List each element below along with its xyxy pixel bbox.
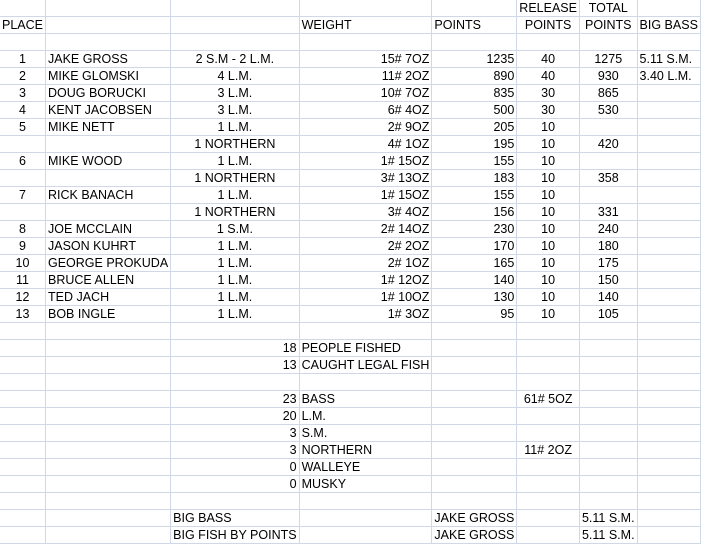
sheet-cell[interactable]: 890 [432,68,517,85]
sheet-cell[interactable]: 0 [171,476,299,493]
sheet-cell[interactable]: BOB INGLE [46,306,171,323]
sheet-cell[interactable]: 8 [0,221,46,238]
sheet-cell[interactable] [46,357,171,374]
sheet-cell[interactable] [637,0,700,17]
sheet-cell[interactable] [637,357,700,374]
sheet-cell[interactable] [579,187,637,204]
sheet-cell[interactable]: 130 [432,289,517,306]
sheet-cell[interactable] [0,510,46,527]
sheet-cell[interactable] [517,357,580,374]
sheet-row [0,425,700,442]
sheet-cell[interactable]: DOUG BORUCKI [46,85,171,102]
sheet-cell[interactable]: 3 L.M. [171,85,299,102]
sheet-cell[interactable] [637,306,700,323]
sheet-row [0,170,700,187]
sheet-cell[interactable] [299,374,432,391]
sheet-cell[interactable]: NORTHERN [299,442,432,459]
sheet-row [0,85,700,102]
sheet-cell[interactable]: 4# 1OZ [299,136,432,153]
sheet-cell[interactable]: POINTS [579,17,637,34]
sheet-cell[interactable] [637,442,700,459]
sheet-cell[interactable]: 6# 4OZ [299,102,432,119]
sheet-cell[interactable]: BIG BASS [171,510,299,527]
sheet-cell[interactable]: 30 [517,85,580,102]
sheet-cell[interactable] [637,187,700,204]
sheet-cell[interactable]: 1 L.M. [171,289,299,306]
sheet-cell[interactable]: 1 NORTHERN [171,136,299,153]
sheet-cell[interactable]: 7 [0,187,46,204]
sheet-cell[interactable]: 13 [0,306,46,323]
sheet-cell[interactable]: 1235 [432,51,517,68]
sheet-cell[interactable]: BIG FISH BY POINTS [171,527,299,544]
sheet-cell[interactable] [171,493,299,510]
sheet-cell[interactable]: TOTAL [579,0,637,17]
sheet-cell[interactable] [0,459,46,476]
sheet-cell[interactable]: 10 [517,187,580,204]
sheet-cell[interactable] [46,340,171,357]
sheet-row [0,289,700,306]
sheet-row [0,306,700,323]
sheet-cell[interactable] [46,136,171,153]
sheet-cell[interactable] [46,374,171,391]
sheet-row [0,476,700,493]
sheet-cell[interactable]: 1 L.M. [171,119,299,136]
sheet-cell[interactable]: BRUCE ALLEN [46,272,171,289]
sheet-cell[interactable] [637,459,700,476]
sheet-cell[interactable] [299,323,432,340]
sheet-cell[interactable]: 2 [0,68,46,85]
sheet-cell[interactable] [432,357,517,374]
sheet-cell[interactable] [637,85,700,102]
sheet-cell[interactable] [46,510,171,527]
sheet-cell[interactable] [46,425,171,442]
sheet-cell[interactable] [579,493,637,510]
sheet-cell[interactable] [637,136,700,153]
sheet-cell[interactable]: MUSKY [299,476,432,493]
sheet-cell[interactable]: 1 L.M. [171,238,299,255]
sheet-row [0,374,700,391]
sheet-cell[interactable]: 10 [517,153,580,170]
sheet-row [0,493,700,510]
sheet-cell[interactable] [637,119,700,136]
sheet-row [0,238,700,255]
sheet-cell[interactable]: RICK BANACH [46,187,171,204]
sheet-cell[interactable]: 10 [517,204,580,221]
sheet-cell[interactable] [637,289,700,306]
sheet-cell[interactable]: 500 [432,102,517,119]
sheet-cell[interactable] [579,476,637,493]
sheet-cell[interactable] [46,408,171,425]
sheet-cell[interactable] [637,238,700,255]
sheet-cell[interactable] [637,255,700,272]
sheet-cell[interactable]: 13 [171,357,299,374]
sheet-cell[interactable]: 18 [171,340,299,357]
sheet-cell[interactable] [517,493,580,510]
sheet-cell[interactable]: 170 [432,238,517,255]
sheet-cell[interactable] [432,408,517,425]
sheet-cell[interactable] [299,527,432,544]
sheet-cell[interactable]: POINTS [517,17,580,34]
sheet-cell[interactable] [432,442,517,459]
sheet-cell[interactable]: 10 [517,272,580,289]
sheet-cell[interactable] [579,119,637,136]
sheet-row [0,255,700,272]
sheet-row [0,442,700,459]
sheet-cell[interactable] [0,442,46,459]
sheet-cell[interactable]: 230 [432,221,517,238]
sheet-cell[interactable] [432,493,517,510]
sheet-cell[interactable] [46,391,171,408]
sheet-cell[interactable] [517,425,580,442]
sheet-cell[interactable] [46,170,171,187]
sheet-cell[interactable]: POINTS [432,17,517,34]
sheet-cell[interactable]: S.M. [299,425,432,442]
sheet-cell[interactable]: 150 [579,272,637,289]
sheet-cell[interactable]: 140 [432,272,517,289]
sheet-row [0,527,700,544]
sheet-cell[interactable] [432,425,517,442]
sheet-cell[interactable] [637,323,700,340]
sheet-cell[interactable] [0,374,46,391]
sheet-cell[interactable]: 23 [171,391,299,408]
sheet-cell[interactable]: MIKE NETT [46,119,171,136]
sheet-cell[interactable]: 156 [432,204,517,221]
sheet-cell[interactable]: 1 L.M. [171,187,299,204]
sheet-cell[interactable]: 3# 4OZ [299,204,432,221]
sheet-cell[interactable] [579,357,637,374]
sheet-cell[interactable]: 240 [579,221,637,238]
sheet-cell[interactable]: 10 [517,221,580,238]
sheet-cell[interactable]: 2# 14OZ [299,221,432,238]
sheet-cell[interactable] [46,476,171,493]
sheet-cell[interactable]: CAUGHT LEGAL FISH [299,357,432,374]
sheet-cell[interactable] [637,204,700,221]
sheet-cell[interactable]: 1# 15OZ [299,187,432,204]
sheet-cell[interactable]: 10 [517,255,580,272]
sheet-cell[interactable]: L.M. [299,408,432,425]
sheet-cell[interactable] [46,323,171,340]
sheet-row [0,221,700,238]
sheet-cell[interactable]: 165 [432,255,517,272]
sheet-cell[interactable]: 10 [517,306,580,323]
sheet-cell[interactable]: 1 L.M. [171,153,299,170]
sheet-cell[interactable] [171,34,299,51]
sheet-cell[interactable]: 1 NORTHERN [171,204,299,221]
sheet-cell[interactable]: 10# 7OZ [299,85,432,102]
sheet-cell[interactable]: 20 [171,408,299,425]
sheet-cell[interactable]: 10 [0,255,46,272]
sheet-cell[interactable]: 61# 5OZ [517,391,580,408]
sheet-cell[interactable]: 11 [0,272,46,289]
sheet-cell[interactable] [0,340,46,357]
sheet-cell[interactable]: 11# 2OZ [299,68,432,85]
sheet-cell[interactable]: 1 L.M. [171,255,299,272]
sheet-cell[interactable]: 1 S.M. [171,221,299,238]
sheet-cell[interactable] [517,459,580,476]
sheet-cell[interactable]: 835 [432,85,517,102]
sheet-cell[interactable]: 1 L.M. [171,272,299,289]
sheet-cell[interactable] [0,527,46,544]
sheet-cell[interactable] [579,459,637,476]
sheet-cell[interactable]: 30 [517,102,580,119]
sheet-cell[interactable] [171,323,299,340]
sheet-cell[interactable] [517,323,580,340]
sheet-cell[interactable]: BASS [299,391,432,408]
sheet-cell[interactable] [637,527,700,544]
sheet-cell[interactable] [432,391,517,408]
sheet-cell[interactable] [0,0,46,17]
sheet-cell[interactable]: 5.11 S.M. [579,510,637,527]
sheet-cell[interactable]: 6 [0,153,46,170]
sheet-cell[interactable] [46,459,171,476]
sheet-cell[interactable]: 3 [171,425,299,442]
sheet-cell[interactable]: GEORGE PROKUDA [46,255,171,272]
sheet-cell[interactable]: 180 [579,238,637,255]
sheet-cell[interactable]: 10 [517,170,580,187]
sheet-cell[interactable]: 530 [579,102,637,119]
sheet-cell[interactable]: 175 [579,255,637,272]
sheet-cell[interactable]: 105 [579,306,637,323]
sheet-cell[interactable] [637,510,700,527]
sheet-cell[interactable]: 3 [171,442,299,459]
sheet-row [0,510,700,527]
sheet-cell[interactable] [299,34,432,51]
sheet-cell[interactable]: 205 [432,119,517,136]
sheet-cell[interactable]: 140 [579,289,637,306]
sheet-cell[interactable]: 183 [432,170,517,187]
sheet-cell[interactable]: 331 [579,204,637,221]
sheet-cell[interactable] [46,527,171,544]
sheet-row [0,187,700,204]
sheet-cell[interactable]: 2# 2OZ [299,238,432,255]
sheet-cell[interactable]: 358 [579,170,637,187]
sheet-cell[interactable] [432,340,517,357]
sheet-cell[interactable]: 930 [579,68,637,85]
sheet-cell[interactable]: 10 [517,119,580,136]
sheet-row [0,391,700,408]
sheet-cell[interactable]: 1 L.M. [171,306,299,323]
sheet-cell[interactable] [517,34,580,51]
sheet-cell[interactable] [517,374,580,391]
sheet-cell[interactable] [579,374,637,391]
sheet-cell[interactable]: 11# 2OZ [517,442,580,459]
sheet-cell[interactable] [517,476,580,493]
sheet-row [0,459,700,476]
sheet-cell[interactable]: 3# 13OZ [299,170,432,187]
sheet-row [0,408,700,425]
sheet-cell[interactable]: 195 [432,136,517,153]
sheet-cell[interactable] [0,476,46,493]
sheet-cell[interactable] [299,493,432,510]
sheet-cell[interactable]: PEOPLE FISHED [299,340,432,357]
sheet-cell[interactable]: 5.11 S.M. [579,527,637,544]
sheet-row [0,153,700,170]
sheet-cell[interactable]: MIKE WOOD [46,153,171,170]
sheet-cell[interactable]: 40 [517,51,580,68]
sheet-cell[interactable] [171,0,299,17]
sheet-cell[interactable] [46,493,171,510]
sheet-cell[interactable]: WEIGHT [299,17,432,34]
sheet-cell[interactable]: 10 [517,289,580,306]
sheet-cell[interactable]: 2# 1OZ [299,255,432,272]
sheet-row [0,34,700,51]
sheet-cell[interactable] [299,510,432,527]
sheet-cell[interactable] [432,374,517,391]
sheet-row [0,272,700,289]
sheet-cell[interactable] [637,340,700,357]
sheet-cell[interactable]: 4 [0,102,46,119]
sheet-cell[interactable] [517,340,580,357]
sheet-cell[interactable]: JOE MCCLAIN [46,221,171,238]
sheet-cell[interactable]: 0 [171,459,299,476]
sheet-cell[interactable]: 10 [517,136,580,153]
sheet-cell[interactable] [579,34,637,51]
sheet-cell[interactable]: BIG BASS [637,17,700,34]
sheet-cell[interactable] [637,408,700,425]
sheet-cell[interactable] [637,170,700,187]
sheet-cell[interactable] [171,17,299,34]
sheet-cell[interactable]: MIKE GLOMSKI [46,68,171,85]
sheet-cell[interactable] [0,136,46,153]
sheet-cell[interactable] [46,0,171,17]
sheet-cell[interactable] [46,17,171,34]
sheet-row [0,102,700,119]
sheet-row [0,136,700,153]
sheet-cell[interactable] [579,340,637,357]
sheet-cell[interactable] [579,408,637,425]
sheet-cell[interactable] [637,493,700,510]
sheet-cell[interactable]: 40 [517,68,580,85]
sheet-cell[interactable] [579,442,637,459]
sheet-cell[interactable]: JASON KUHRT [46,238,171,255]
sheet-cell[interactable]: 9 [0,238,46,255]
sheet-cell[interactable]: 3 L.M. [171,102,299,119]
sheet-cell[interactable]: 4 L.M. [171,68,299,85]
sheet-cell[interactable]: PLACE [0,17,46,34]
sheet-cell[interactable] [637,476,700,493]
sheet-row [0,17,700,34]
sheet-cell[interactable]: 10 [517,238,580,255]
sheet-cell[interactable] [517,510,580,527]
sheet-row [0,323,700,340]
sheet-cell[interactable] [432,323,517,340]
sheet-row [0,357,700,374]
sheet-cell[interactable]: 5.11 S.M. [637,51,700,68]
sheet-cell[interactable]: 3 [0,85,46,102]
sheet-cell[interactable]: 155 [432,153,517,170]
sheet-cell[interactable] [46,34,171,51]
sheet-cell[interactable] [637,34,700,51]
sheet-cell[interactable]: 420 [579,136,637,153]
sheet-cell[interactable]: 1 [0,51,46,68]
sheet-cell[interactable] [517,408,580,425]
sheet-cell[interactable]: JAKE GROSS [46,51,171,68]
sheet-row [0,68,700,85]
sheet-cell[interactable] [299,0,432,17]
sheet-cell[interactable] [432,0,517,17]
sheet-cell[interactable]: 1# 3OZ [299,306,432,323]
sheet-cell[interactable]: 2# 9OZ [299,119,432,136]
sheet-cell[interactable] [637,153,700,170]
sheet-row [0,51,700,68]
sheet-cell[interactable]: 12 [0,289,46,306]
sheet-cell[interactable]: KENT JACOBSEN [46,102,171,119]
sheet-cell[interactable] [637,374,700,391]
sheet-cell[interactable] [432,34,517,51]
sheet-cell[interactable] [579,391,637,408]
sheet-cell[interactable] [46,204,171,221]
sheet-cell[interactable]: 1# 10OZ [299,289,432,306]
sheet-cell[interactable] [0,323,46,340]
sheet-cell[interactable] [579,425,637,442]
sheet-cell[interactable] [0,408,46,425]
sheet-cell[interactable]: JAKE GROSS [432,510,517,527]
sheet-row [0,0,700,17]
sheet-cell[interactable]: 1# 12OZ [299,272,432,289]
sheet-cell[interactable] [579,153,637,170]
sheet-cell[interactable] [432,459,517,476]
sheet-row [0,119,700,136]
sheet-cell[interactable]: 1275 [579,51,637,68]
sheet-cell[interactable] [171,374,299,391]
sheet-cell[interactable] [637,221,700,238]
sheet-cell[interactable] [517,527,580,544]
sheet-cell[interactable]: 3.40 L.M. [637,68,700,85]
sheet-cell[interactable] [432,476,517,493]
sheet-row [0,204,700,221]
sheet-cell[interactable] [637,391,700,408]
sheet-cell[interactable]: 155 [432,187,517,204]
sheet-cell[interactable]: 95 [432,306,517,323]
sheet-cell[interactable] [637,425,700,442]
sheet-cell[interactable] [0,493,46,510]
sheet-row [0,340,700,357]
sheet-cell[interactable] [579,323,637,340]
sheet-cell[interactable] [0,425,46,442]
sheet-cell[interactable]: 15# 7OZ [299,51,432,68]
sheet-cell[interactable]: JAKE GROSS [432,527,517,544]
sheet-cell[interactable]: TED JACH [46,289,171,306]
sheet-cell[interactable] [0,357,46,374]
sheet-cell[interactable] [46,442,171,459]
sheet-cell[interactable]: 5 [0,119,46,136]
sheet-cell[interactable] [637,102,700,119]
sheet-cell[interactable] [0,391,46,408]
sheet-cell[interactable] [0,34,46,51]
sheet-cell[interactable] [637,272,700,289]
sheet-cell[interactable]: WALLEYE [299,459,432,476]
sheet-cell[interactable]: 2 S.M - 2 L.M. [171,51,299,68]
sheet-cell[interactable]: 1# 15OZ [299,153,432,170]
sheet-cell[interactable] [0,170,46,187]
sheet-cell[interactable]: 865 [579,85,637,102]
sheet-cell[interactable] [0,204,46,221]
sheet-cell[interactable]: RELEASE [517,0,580,17]
sheet-cell[interactable]: 1 NORTHERN [171,170,299,187]
